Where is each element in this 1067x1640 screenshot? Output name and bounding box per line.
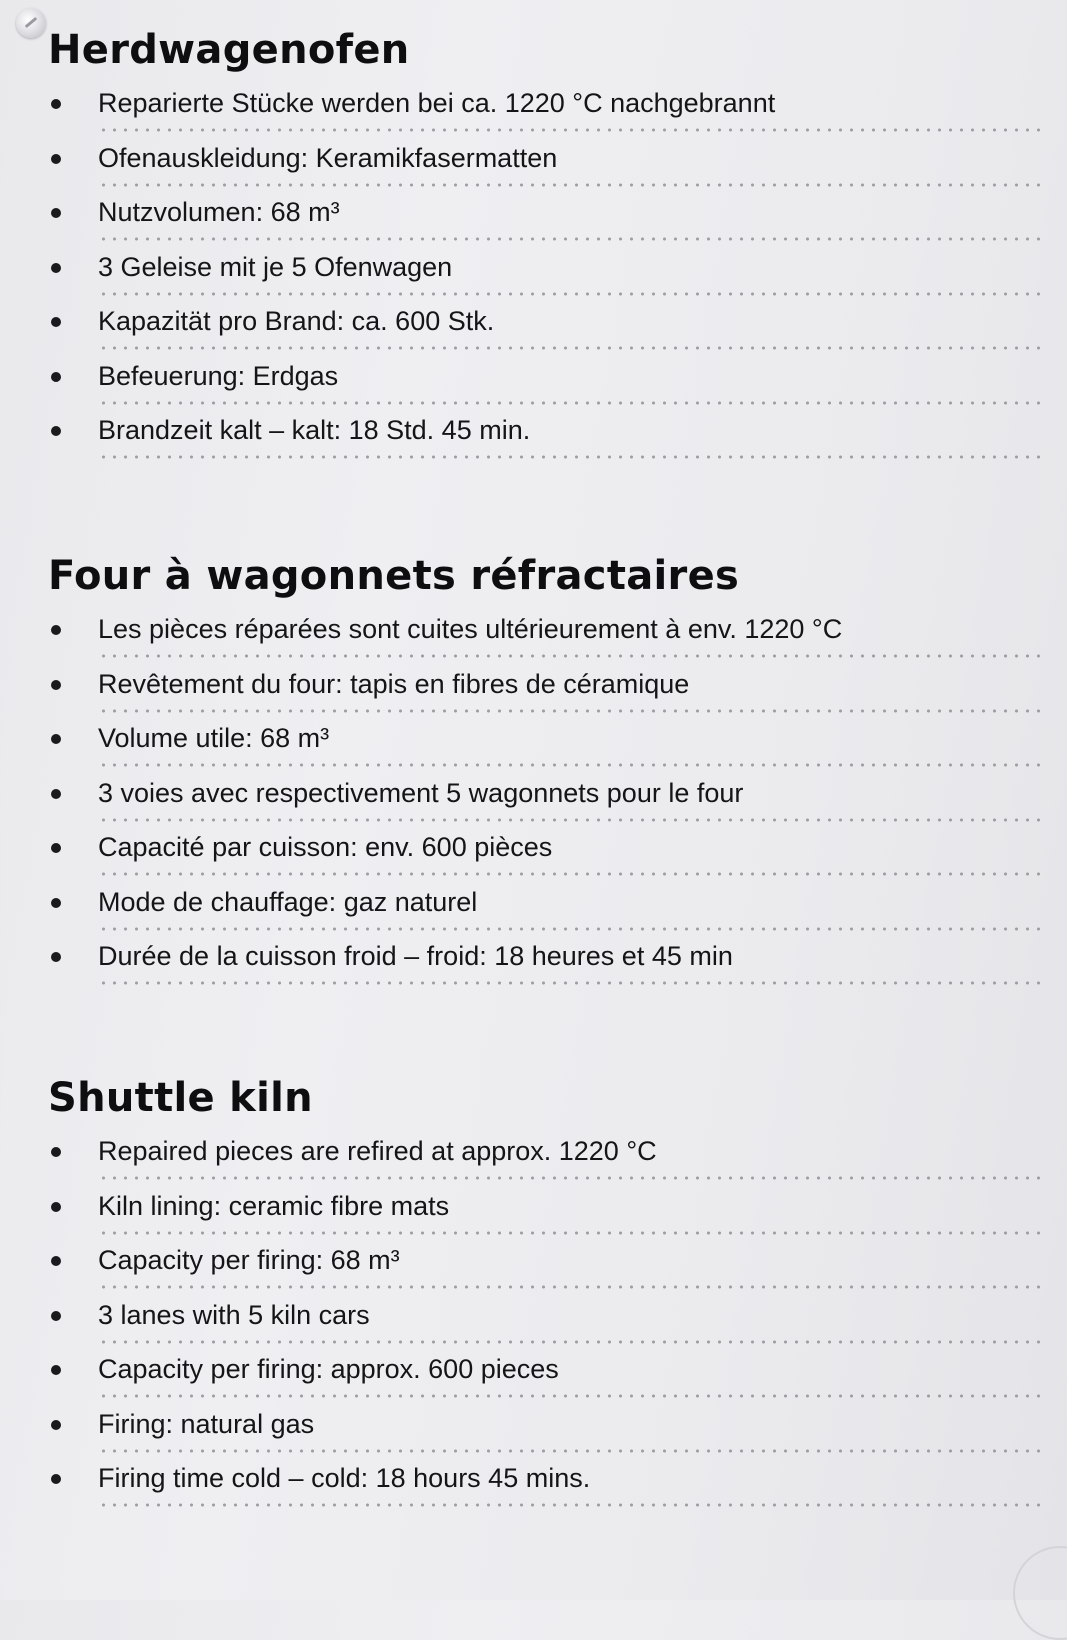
item-text: Capacity per firing: approx. 600 pieces <box>98 1354 559 1384</box>
item-text: Brandzeit kalt – kalt: 18 Std. 45 min. <box>98 415 531 445</box>
list-item <box>0 411 1067 466</box>
bullet-icon <box>51 1202 61 1212</box>
bullet-icon <box>51 952 61 962</box>
dotted-divider <box>98 1176 1047 1180</box>
bullet-icon <box>51 1256 61 1266</box>
dotted-divider <box>98 237 1047 241</box>
list-item <box>0 84 1067 139</box>
item-list-french <box>0 610 1067 992</box>
dotted-divider <box>98 1394 1047 1398</box>
bullet-icon <box>51 99 61 109</box>
section-english <box>0 1070 1067 1514</box>
dotted-divider <box>98 346 1047 350</box>
item-text: Kiln lining: ceramic fibre mats <box>98 1190 450 1221</box>
dotted-divider <box>98 927 1047 931</box>
item-text: Repaired pieces are refired at approx. 1220 °C <box>98 1136 657 1166</box>
list-item <box>0 610 1067 665</box>
dotted-divider <box>98 455 1047 459</box>
list-item <box>0 1187 1067 1242</box>
item-text: Les pièces réparées sont cuites ultérieurement à env. 1220 °C <box>98 614 843 644</box>
item-text: 3 Geleise mit je 5 Ofenwagen <box>98 251 453 282</box>
list-item <box>0 248 1067 303</box>
dotted-divider <box>98 872 1047 876</box>
item-list-english <box>0 1132 1067 1514</box>
section-german <box>0 22 1067 466</box>
bullet-icon <box>51 208 61 218</box>
bullet-icon <box>51 625 61 635</box>
list-item <box>0 665 1067 720</box>
dotted-divider <box>98 1285 1047 1289</box>
item-text: Nutzvolumen: 68 m³ <box>98 197 340 227</box>
dotted-divider <box>98 818 1047 822</box>
dotted-divider <box>98 981 1047 985</box>
bullet-icon <box>51 789 61 799</box>
bullet-icon <box>51 1420 61 1430</box>
bullet-icon <box>51 898 61 908</box>
item-text: Capacité par cuisson: env. 600 pièces <box>98 832 553 862</box>
list-item <box>0 1241 1067 1296</box>
section-title-german: Herdwagenofen <box>48 27 410 73</box>
bullet-icon <box>51 317 61 327</box>
dotted-divider <box>98 709 1047 713</box>
dotted-divider <box>98 128 1047 132</box>
dotted-divider <box>98 401 1047 405</box>
dotted-divider <box>98 1340 1047 1344</box>
item-text: Revêtement du four: tapis en fibres de céramique <box>98 668 690 699</box>
section-title-english: Shuttle kiln <box>48 1075 313 1121</box>
bullet-icon <box>51 843 61 853</box>
bullet-icon <box>51 734 61 744</box>
item-text: 3 voies avec respectivement 5 wagonnets pour le four <box>98 777 744 808</box>
list-item <box>0 1132 1067 1187</box>
dotted-divider <box>98 1449 1047 1453</box>
dotted-divider <box>98 183 1047 187</box>
item-text: Durée de la cuisson froid – froid: 18 heures et 45 min <box>98 941 733 971</box>
item-text: Befeuerung: Erdgas <box>98 360 339 391</box>
item-text: Firing time cold – cold: 18 hours 45 mins. <box>98 1463 591 1493</box>
list-item <box>0 302 1067 357</box>
bullet-icon <box>51 263 61 273</box>
bullet-icon <box>51 1365 61 1375</box>
section-french <box>0 548 1067 992</box>
list-item <box>0 1296 1067 1351</box>
list-item <box>0 719 1067 774</box>
dotted-divider <box>98 654 1047 658</box>
dotted-divider <box>98 1503 1047 1507</box>
corner-arc-decoration <box>1013 1546 1067 1640</box>
list-item <box>0 139 1067 194</box>
list-item <box>0 937 1067 992</box>
item-text: Ofenauskleidung: Keramikfasermatten <box>98 142 558 173</box>
list-item <box>0 1459 1067 1514</box>
list-item <box>0 193 1067 248</box>
list-item <box>0 883 1067 938</box>
bullet-icon <box>51 372 61 382</box>
bullet-icon <box>51 1147 61 1157</box>
list-item <box>0 1405 1067 1460</box>
dotted-divider <box>98 292 1047 296</box>
bullet-icon <box>51 680 61 690</box>
item-text: Firing: natural gas <box>98 1408 315 1439</box>
dotted-divider <box>98 1231 1047 1235</box>
item-text: Reparierte Stücke werden bei ca. 1220 °C nachgebrannt <box>98 88 776 118</box>
item-text: Kapazität pro Brand: ca. 600 Stk. <box>98 306 495 336</box>
list-item <box>0 774 1067 829</box>
bullet-icon <box>51 426 61 436</box>
item-text: Mode de chauffage: gaz naturel <box>98 886 478 917</box>
item-text: 3 lanes with 5 kiln cars <box>98 1299 370 1330</box>
item-text: Capacity per firing: 68 m³ <box>98 1245 400 1275</box>
list-item <box>0 357 1067 412</box>
list-item <box>0 828 1067 883</box>
bullet-icon <box>51 154 61 164</box>
list-item <box>0 1350 1067 1405</box>
dotted-divider <box>98 763 1047 767</box>
bullet-icon <box>51 1311 61 1321</box>
bullet-icon <box>51 1474 61 1484</box>
section-title-french: Four à wagonnets réfractaires <box>48 553 740 599</box>
item-list-german <box>0 84 1067 466</box>
item-text: Volume utile: 68 m³ <box>98 723 330 753</box>
